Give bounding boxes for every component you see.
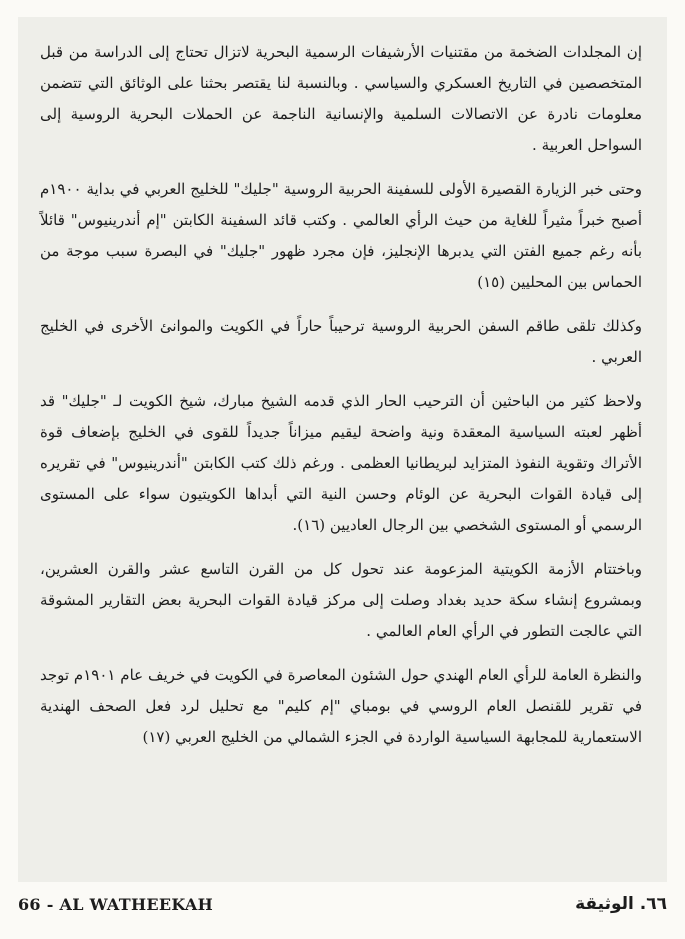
paragraph-2: وحتى خبر الزيارة القصيرة الأولى للسفينة الحربية الروسية "جليك" للخليج العربي في بداية ١٩٠٠م أصبح خبراً مثيراً للغاية من حيث الرأي العالمي . وكتب قائد السفينة الكابتن "إم أندرينيوس" قائلاً بأنه رغم جميع الفتن التي يدبرها الإنجليز، فإن مجرد ظهور "جليك" في البصرة سبب موجة من الحماس بين المحليين (١٥) (40, 180, 642, 291)
page-footer (18, 887, 667, 921)
paragraph-5: وباختتام الأزمة الكويتية المزعومة عند تحول كل من القرن التاسع عشر والقرن العشرين، وبمشروع إنشاء سكة حديد بغداد وصلت إلى مركز قيادة القوات البحرية بعض التقارير المشوقة التي عالجت التطور في الرأي العام العالمي . (40, 560, 642, 640)
paragraph-1: إن المجلدات الضخمة من مقتنيات الأرشيفات الرسمية البحرية لاتزال تحتاج إلى الدراسة من قبل المتخصصين في التاريخ العسكري والسياسي . وبالنسبة لنا يقتصر بحثنا على الوثائق التي تتضمن معلومات نادرة عن الاتصالات السلمية والإنسانية الناجمة عن الحملات البحرية الروسية إلى السواحل العربية . (40, 43, 642, 154)
footer-page-label-arabic: ٦٦. الوثيقة (575, 894, 667, 914)
article-body (18, 17, 667, 882)
paragraph-4: ولاحظ كثير من الباحثين أن الترحيب الحار الذي قدمه الشيخ مبارك، شيخ الكويت لـ "جليك" قد أظهر لعبته السياسية المعقدة ونية واضحة ليقيم ميزاناً جديداً للقوى في الخليج بإضعاف قوة الأتراك وتقوية النفوذ المتزايد لبريطانيا العظمى . ورغم ذلك كتب الكابتن "أندرينيوس" في تقريره إلى قيادة القوات البحرية عن الوئام وحسن النية التي أبداها الكويتيون سواء على المستوى الرسمي أو المستوى الشخصي بين الرجال العاديين (١٦). (40, 392, 642, 534)
footer-page-label-english: 66 - AL WATHEEKAH (18, 894, 214, 914)
paragraph-6: والنظرة العامة للرأي العام الهندي حول الشئون المعاصرة في الكويت في خريف عام ١٩٠١م توجد في تقرير للقنصل العام الروسي في بومباي "إم كليم" مع تحليل لرد فعل الصحف الهندية الاستعمارية للمجابهة السياسية الواردة في الجزء الشمالي من الخليج العربي (١٧) (40, 666, 642, 746)
paragraph-3: وكذلك تلقى طاقم السفن الحربية الروسية ترحيباً حاراً في الكويت والموانئ الأخرى في الخليج العربي . (40, 317, 642, 366)
